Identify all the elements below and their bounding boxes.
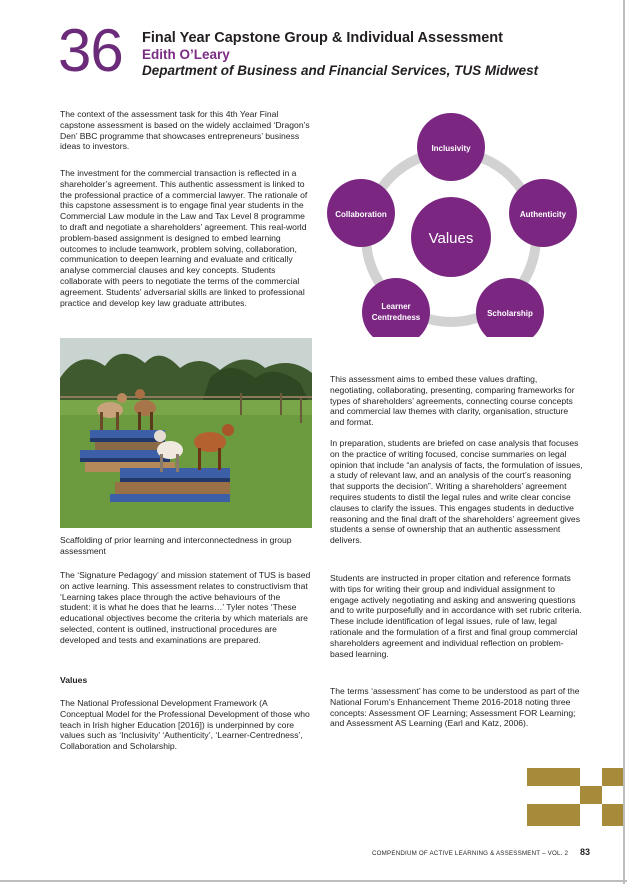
left-paragraph-2: The investment for the commercial transaction is reflected in a shareholder’s agreement. This authentic assessment is linked to the professional practice of a commercial lawyer. The rationale of this capstone assessment is to engage final year students in the Commercial Law module in the Law and Tax Level 8 programme to draft and negotiate a shareholders’ agreement. This real-world problem-based assignment is designed to embed learning outcomes to include teamwork, problem solving, collaboration, communication to deepen learning and evaluate and critically analyse commercial clauses and key concepts. Students collaborate with peers to negotiate the terms of the commercial agreement. Students’ adversarial skills are linked to professional practice and develop key law graduate attributes. [60, 168, 308, 308]
right-paragraph-1: This assessment aims to embed these values drafting, negotiating, collaborating, presenting, comparing frameworks for types of shareholders’ agreements, connecting course concepts and commercial law themes with clarity, organisation, structure and format. [330, 374, 575, 428]
right-paragraph-3: Students are instructed in proper citation and reference formats with tips for writing their group and individual assignment to engage actively negotiating and asking and answering questions and to write purposefully and in accordance with set rubric criteria. These include identification of legal issues, rule of law, legal rationale and the formulation of a first and final group commercial shareholders agreement and individual reflection on problem-based learning. [330, 573, 582, 659]
right-paragraph-2: In preparation, students are briefed on case analysis that focuses on the practice of writing focused, concise summaries on legal opinion that include “an analysis of facts, the formulation of issues, a study of relevant law, and an analysis of the court’s reasoning that supports the decision”. Writing a shareholders’ agreement requires students to distil the legal rules and write clear concise clauses to clarify the issues. This engages students in deductive reasoning and the final draft of the shareholders’ agreement gives students a sense of ownership that an authentic assessment delivers. [330, 438, 583, 546]
values-diagram [325, 112, 585, 337]
values-heading: Values [60, 675, 88, 685]
left-paragraph-3: The ‘Signature Pedagogy’ and mission statement of TUS is based on active learning. This assessment relates to constructivism that ‘Learning takes place through the active behaviours of the student: it is what he does that he learns…’ Tyler notes ‘These educational objectives become the criteria by which materials are selected, content is outlined, instructional procedures are developed and tests and examinations are prepared. [60, 570, 311, 645]
learner-label: Learner [381, 302, 411, 311]
authenticity-label: Authenticity [519, 210, 567, 219]
goats-illustration [60, 338, 312, 528]
chapter-number: 36 [58, 17, 123, 84]
page-number: 83 [580, 847, 591, 857]
left-paragraph-4: The National Professional Development Framework (A Conceptual Model for the Professional Development of those who teach in Irish higher Education [2016]) is underpinned by core values such as ‘Inclusivity’ ‘Authenticity’, ‘Learner-Centredness’, Collaboration and Scholarship. [60, 698, 310, 752]
values-center-label: Values [428, 230, 474, 247]
inclusivity-label: Inclusivity [431, 144, 471, 153]
scholarship-node [476, 278, 544, 337]
page-edge-right [623, 0, 625, 884]
right-paragraph-4: The terms ‘assessment’ has come to be understood as part of the National Forum’s Enhancement Theme 2016-2018 noting three concepts: Assessment OF Learning; Assessment FOR Learning; and Assessment AS Learning (Earl and Katz, 2006). [330, 686, 580, 729]
author-name: Edith O’Leary [142, 47, 230, 62]
scholarship-label: Scholarship [487, 309, 533, 318]
goats-photo [60, 338, 312, 528]
page-title: Final Year Capstone Group & Individual Assessment [142, 30, 503, 46]
gold-block [602, 804, 623, 826]
left-paragraph-1: The context of the assessment task for this 4th Year Final capstone assessment is based on the widely acclaimed ‘Dragon’s Den’ BBC programme that showcases entrepreneurs’ business ideas to investors. [60, 109, 310, 152]
department-name: Department of Business and Financial Services, TUS Midwest [142, 63, 539, 78]
photo-caption: Scaffolding of prior learning and interconnectedness in group assessment [60, 535, 292, 556]
centredness-label: Centredness [371, 313, 421, 322]
footer-text: COMPENDIUM OF ACTIVE LEARNING & ASSESSMENT – VOL. 2 [372, 850, 569, 857]
gold-block [580, 786, 602, 804]
gold-block [527, 768, 580, 786]
collaboration-label: Collaboration [335, 210, 387, 219]
gold-block [527, 804, 580, 826]
gold-block [602, 768, 623, 786]
page-edge-bottom [0, 880, 627, 882]
